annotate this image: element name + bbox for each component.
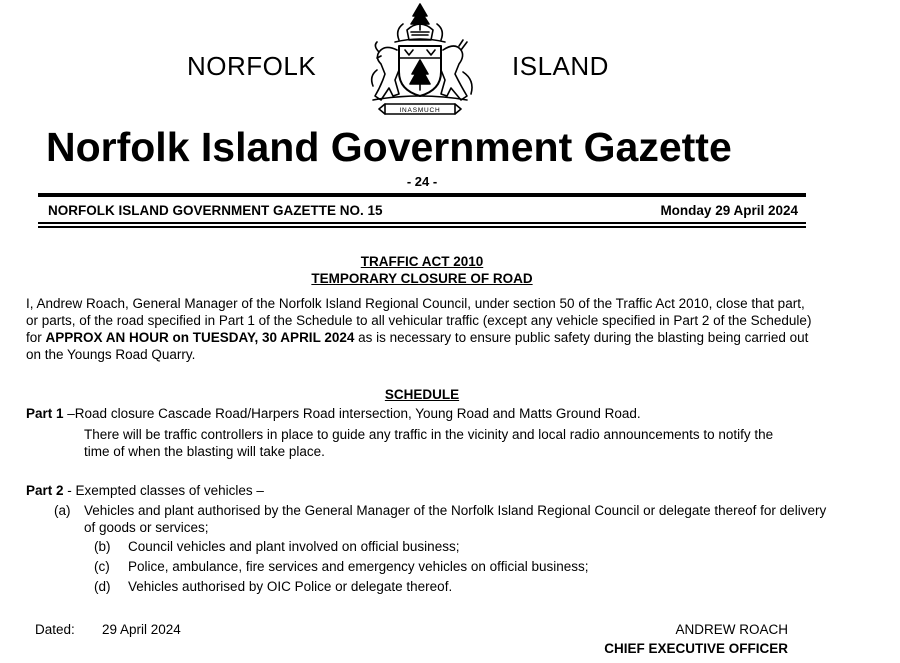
dated-value: 29 April 2024 xyxy=(102,622,181,637)
page-number: - 24 - xyxy=(406,174,438,189)
gazette-number: NORFOLK ISLAND GOVERNMENT GAZETTE NO. 15 xyxy=(48,203,383,218)
act-heading: TRAFFIC ACT 2010 xyxy=(360,254,484,269)
coat-of-arms-icon xyxy=(355,0,485,118)
issue-bar-top-rule xyxy=(38,193,806,197)
intro-part2: as is necessary to ensure public safety during the blasting being carried out on the Youngs Road Quarry. xyxy=(26,330,809,362)
part1-label: Part 1 xyxy=(26,406,64,421)
issue-bar-bottom-rule-1 xyxy=(38,222,806,224)
item-c-marker: (c) xyxy=(94,559,110,574)
item-b-text: Council vehicles and plant involved on official business; xyxy=(128,539,460,554)
part2-label: Part 2 xyxy=(26,483,64,498)
gazette-title: Norfolk Island Government Gazette xyxy=(46,124,732,170)
dated-label: Dated: xyxy=(35,622,75,637)
item-d-text: Vehicles authorised by OIC Police or delegate thereof. xyxy=(128,579,453,594)
signatory-title: CHIEF EXECUTIVE OFFICER xyxy=(604,641,788,656)
signatory-name: ANDREW ROACH xyxy=(675,622,788,637)
intro-bold-duration: APPROX AN HOUR on TUESDAY, 30 APRIL 2024 xyxy=(45,330,355,345)
schedule-heading: SCHEDULE xyxy=(384,387,460,402)
schedule-part-1 xyxy=(26,405,816,422)
item-b-marker: (b) xyxy=(94,539,111,554)
item-c-text: Police, ambulance, fire services and emergency vehicles on official business; xyxy=(128,559,589,574)
masthead-left-word: NORFOLK xyxy=(187,51,317,81)
item-a-marker: (a) xyxy=(54,503,71,518)
closure-heading: TEMPORARY CLOSURE OF ROAD xyxy=(311,271,533,286)
issue-bar-bottom-rule-2 xyxy=(38,226,806,228)
part1-text: –Road closure Cascade Road/Harpers Road intersection, Young Road and Matts Ground Road. xyxy=(63,406,641,421)
item-d-marker: (d) xyxy=(94,579,111,594)
notice-intro xyxy=(26,295,816,363)
issue-date: Monday 29 April 2024 xyxy=(660,203,798,218)
part2-text: - Exempted classes of vehicles – xyxy=(63,483,264,498)
item-a-text: Vehicles and plant authorised by the General Manager of the Norfolk Island Regional Council or delegate thereof for delivery of goods or services; xyxy=(84,503,827,535)
part1-note: There will be traffic controllers in place to guide any traffic in the vicinity and local radio announcements to notify the time of when the blasting will take place. xyxy=(84,427,774,459)
crest-motto: INASMUCH xyxy=(399,107,441,114)
masthead-right-word: ISLAND xyxy=(512,51,609,81)
schedule-part-2 xyxy=(26,482,816,499)
intro-part1: I, Andrew Roach, General Manager of the Norfolk Island Regional Council, under section 50 of the Traffic Act 2010, close that part, or parts, of the road specified in Part 1 of the Schedule to all vehicular traffic (except any vehicle specified in Part 2 of the Schedule) for xyxy=(26,296,812,345)
